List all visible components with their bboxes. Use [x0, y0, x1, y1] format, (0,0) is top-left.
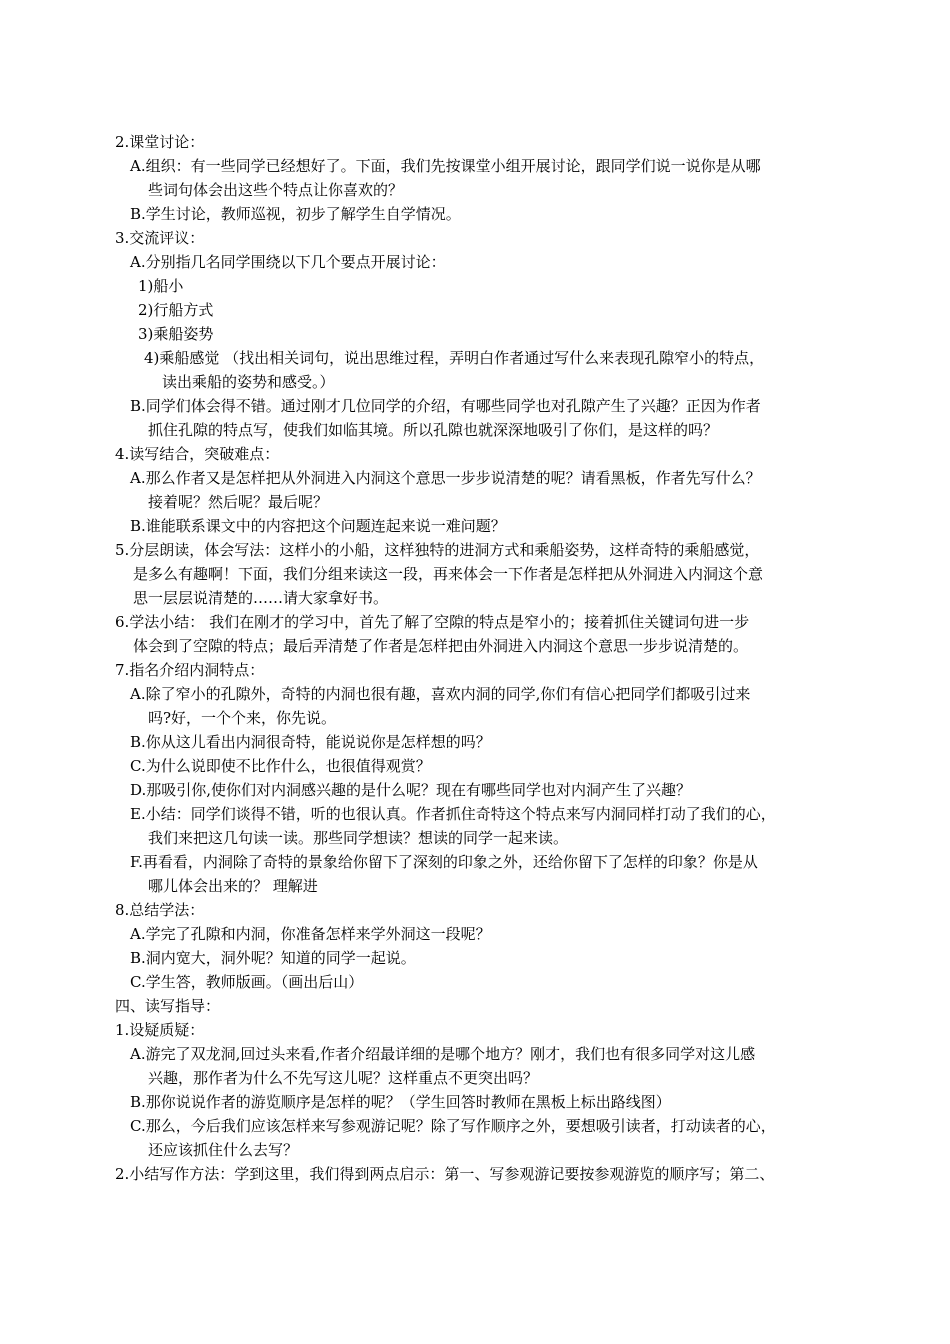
text-line: 读出乘船的姿势和感受。）	[162, 373, 335, 391]
text-line: 体会到了空隙的特点；最后弄清楚了作者是怎样把由外洞进入内洞这个意思一步步说清楚的。	[133, 637, 749, 655]
text-line: B.学生讨论，教师巡视，初步了解学生自学情况。	[130, 205, 461, 223]
text-line: D.那吸引你,使你们对内洞感兴趣的是什么呢？现在有哪些同学也对内洞产生了兴趣？	[130, 781, 692, 799]
section-heading: 6.学法小结： 我们在刚才的学习中，首先了解了空隙的特点是窄小的；接着抓住关键词句进一步	[115, 613, 750, 631]
text-line: A.那么作者又是怎样把从外洞进入内洞这个意思一步步说清楚的呢？请看黑板，作者先写什么？	[130, 469, 761, 487]
text-line: B.那你说说作者的游览顺序是怎样的呢？（学生回答时教师在黑板上标出路线图）	[130, 1093, 671, 1111]
text-line: A.学完了孔隙和内洞，你准备怎样来学外洞这一段呢？	[130, 925, 491, 943]
list-item: 4)乘船感觉 （找出相关词句，说出思维过程，弄明白作者通过写什么来表现孔隙窄小的特点，	[144, 349, 765, 367]
section-heading: 3.交流评议：	[115, 229, 205, 247]
text-line: 兴趣，那作者为什么不先写这儿呢？这样重点不更突出吗？	[148, 1069, 539, 1087]
text-line: F.再看看，内洞除了奇特的景象给你留下了深刻的印象之外，还给你留下了怎样的印象？你是从	[130, 853, 758, 871]
text-line: 吗?好，一个个来，你先说。	[148, 709, 337, 727]
text-line: 思一层层说清楚的……请大家拿好书。	[133, 589, 389, 607]
section-heading: 四、读写指导：	[115, 997, 221, 1015]
section-heading: 7.指名介绍内洞特点：	[115, 661, 265, 679]
text-line: A.游完了双龙洞,回过头来看,作者介绍最详细的是哪个地方？刚才，我们也有很多同学对这儿感	[130, 1045, 756, 1063]
list-item: 3)乘船姿势	[138, 325, 214, 343]
text-line: B.洞内宽大，洞外呢？知道的同学一起说。	[130, 949, 416, 967]
text-line: B.你从这儿看出内洞很奇特，能说说你是怎样想的吗？	[130, 733, 491, 751]
text-line: B.同学们体会得不错。通过刚才几位同学的介绍，有哪些同学也对孔隙产生了兴趣？正因为作者	[130, 397, 761, 415]
text-line: 我们来把这几句读一读。那些同学想读？想读的同学一起来读。	[148, 829, 569, 847]
text-line: C.那么，今后我们应该怎样来写参观游记呢？除了写作顺序之外，要想吸引读者，打动读者的心，	[130, 1117, 776, 1135]
section-heading: 4.读写结合，突破难点：	[115, 445, 280, 463]
text-line: B.谁能联系课文中的内容把这个问题连起来说一难问题？	[130, 517, 506, 535]
section-heading: 8.总结学法：	[115, 901, 205, 919]
text-line: A.分别指几名同学围绕以下几个要点开展讨论：	[130, 253, 446, 271]
text-line: 接着呢？然后呢？最后呢？	[148, 493, 329, 511]
section-heading: 2.课堂讨论：	[115, 133, 205, 151]
list-item: 1)船小	[138, 277, 184, 295]
list-item: 2)行船方式	[138, 301, 214, 319]
section-heading: 5.分层朗读，体会写法：这样小的小船，这样独特的进洞方式和乘船姿势，这样奇特的乘船感觉，	[115, 541, 760, 559]
section-heading: 1.设疑质疑：	[115, 1021, 205, 1039]
text-line: 还应该抓住什么去写？	[148, 1141, 299, 1159]
text-line: A.组织：有一些同学已经想好了。下面，我们先按课堂小组开展讨论，跟同学们说一说你是从哪	[130, 157, 761, 175]
text-line: 抓住孔隙的特点写，使我们如临其境。所以孔隙也就深深地吸引了你们，是这样的吗？	[148, 421, 719, 439]
section-heading: 2.小结写作方法：学到这里，我们得到两点启示：第一、写参观游记要按参观游览的顺序写；第二、	[115, 1165, 775, 1183]
text-line: 哪儿体会出来的？ 理解进	[148, 877, 318, 895]
text-line: E.小结：同学们谈得不错，听的也很认真。作者抓住奇特这个特点来写内洞同样打动了我们的心，	[130, 805, 776, 823]
text-line: C.为什么说即使不比作什么，也很值得观赏？	[130, 757, 431, 775]
text-line: 些词句体会出这些个特点让你喜欢的？	[148, 181, 404, 199]
text-line: C.学生答，教师版画。（画出后山）	[130, 973, 364, 991]
text-line: 是多么有趣啊！下面，我们分组来读这一段，再来体会一下作者是怎样把从外洞进入内洞这个意	[133, 565, 764, 583]
text-line: A.除了窄小的孔隙外，奇特的内洞也很有趣，喜欢内洞的同学,你们有信心把同学们都吸引过来	[130, 685, 751, 703]
